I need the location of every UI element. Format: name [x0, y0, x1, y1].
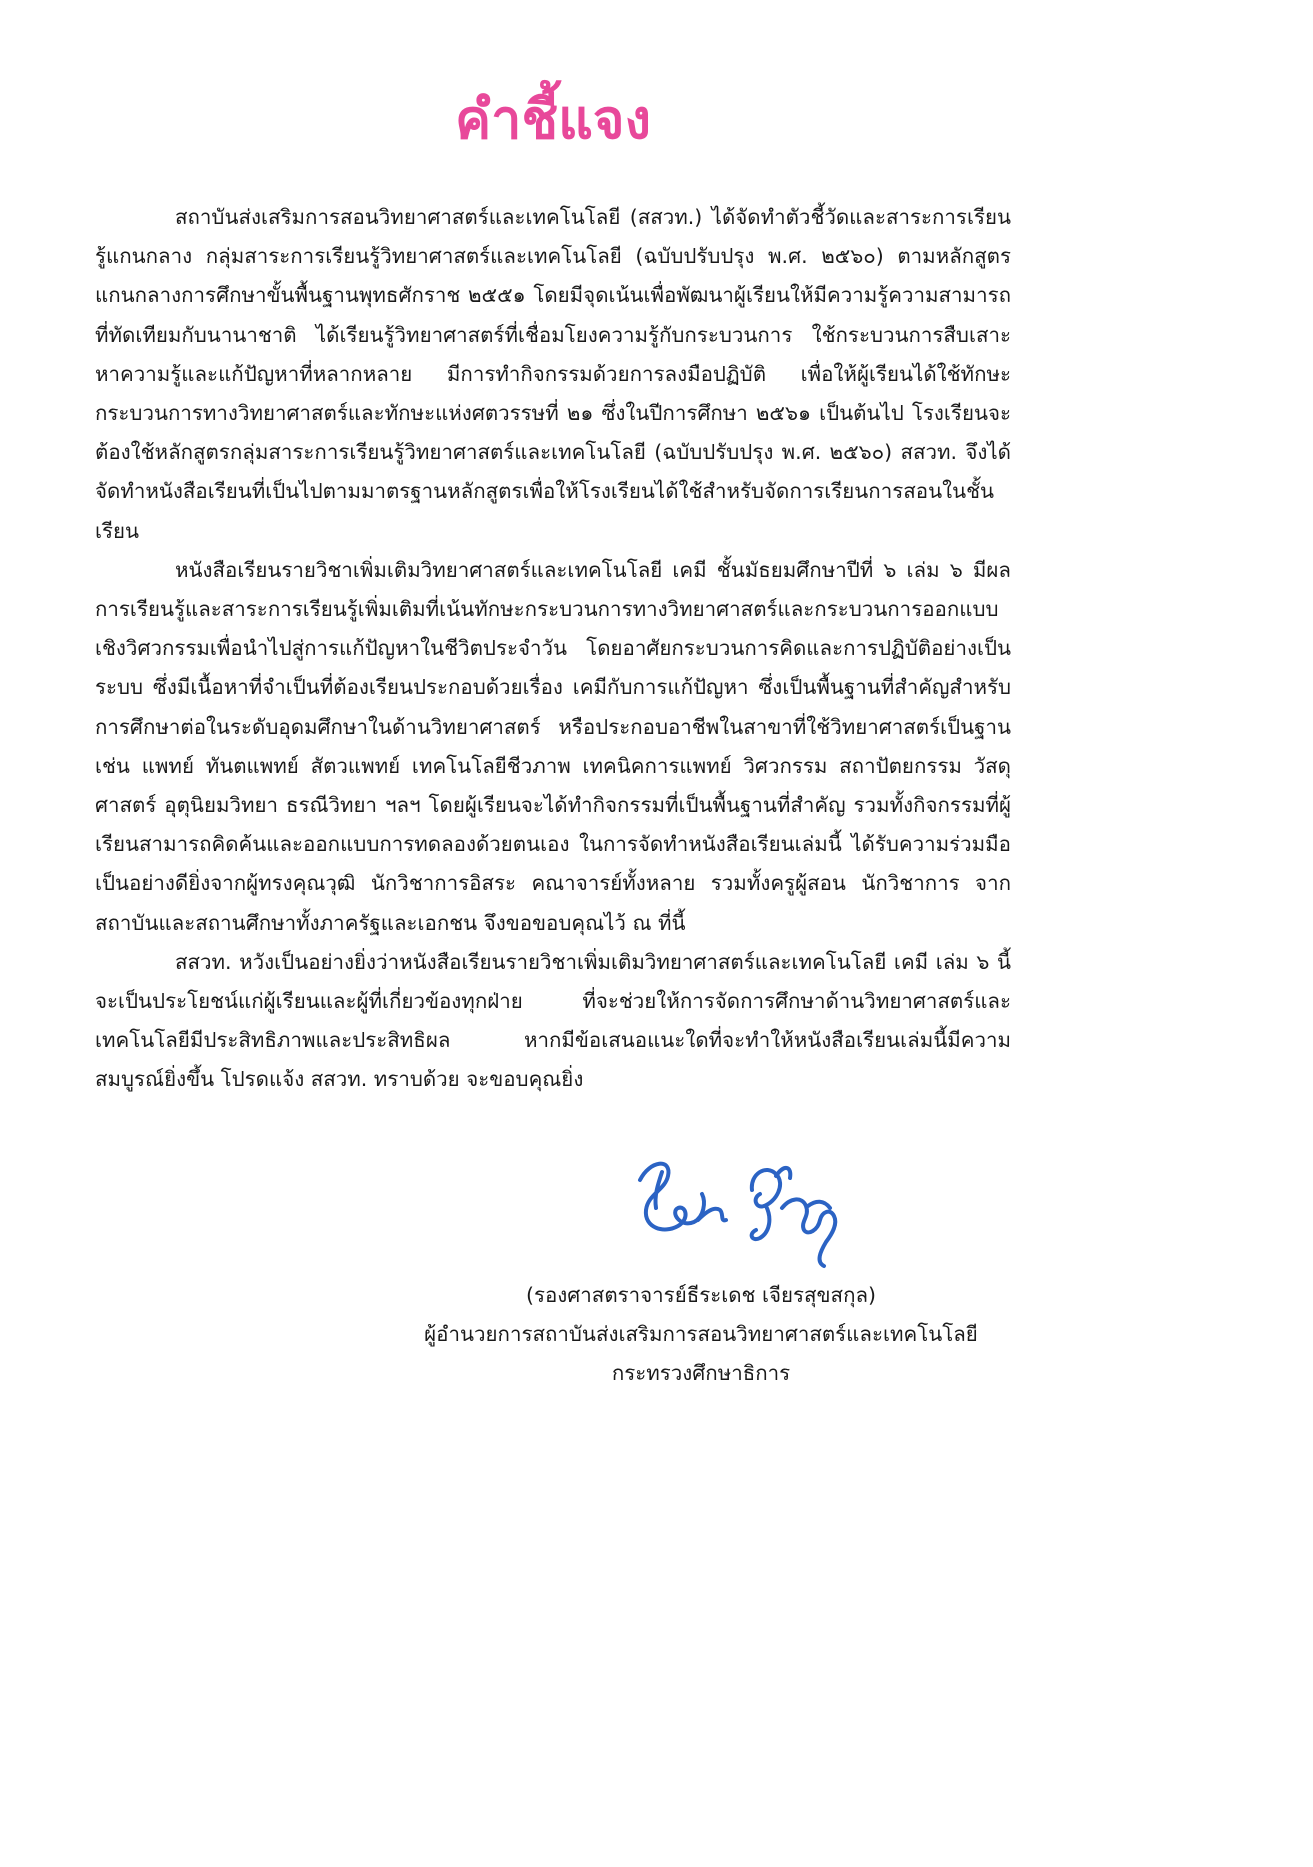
signer-block — [391, 1276, 1011, 1393]
paragraph-closing: สสวท. หวังเป็นอย่างยิ่งว่าหนังสือเรียนรายวิชาเพิ่มเติมวิทยาศาสตร์และเทคโนโลยี เคมี เล่ม ๖ นี้ จะเป็นประโยชน์แก่ผู้เรียนและผู้ที่เกี่ยวข้องทุกฝ่าย ที่จะช่วยให้การจัดการศึกษาด้านวิทยาศาสตร์และเทคโนโลยีมีประสิทธิภาพและประสิทธิผล หากมีข้อเสนอแนะใดที่จะทำให้หนังสือเรียนเล่มนี้มีความสมบูรณ์ยิ่งขึ้น โปรดแจ้ง สสวท. ทราบด้วย จะขอบคุณยิ่ง — [95, 949, 1011, 1092]
paragraph-textbook: หนังสือเรียนรายวิชาเพิ่มเติมวิทยาศาสตร์และเทคโนโลยี เคมี ชั้นมัธยมศึกษาปีที่ ๖ เล่ม ๖ มีผลการเรียนรู้และสาระการเรียนรู้เพิ่มเติมที่เน้นทักษะกระบวนการทางวิทยาศาสตร์และกระบวนการออกแบบเชิงวิศวกรรมเพื่อนำไปสู่การแก้ปัญหาในชีวิตประจำวัน โดยอาศัยกระบวนการคิดและการปฏิบัติอย่างเป็นระบบ ซึ่งมีเนื้อหาที่จำเป็นที่ต้องเรียนประกอบด้วยเรื่อง เคมีกับการแก้ปัญหา ซึ่งเป็นพื้นฐานที่สำคัญสำหรับการศึกษาต่อในระดับอุดมศึกษาในด้านวิทยาศาสตร์ หรือประกอบอาชีพในสาขาที่ใช้วิทยาศาสตร์เป็นฐาน เช่น แพทย์ ทันตแพทย์ สัตวแพทย์ เทคโนโลยีชีวภาพ เทคนิคการแพทย์ วิศวกรรม สถาปัตยกรรม วัสดุศาสตร์ อุตุนิยมวิทยา ธรณีวิทยา ฯลฯ โดยผู้เรียนจะได้ทำกิจกรรมที่เป็นพื้นฐานที่สำคัญ รวมทั้งกิจกรรมที่ผู้เรียนสามารถคิดค้นและออกแบบการทดลองด้วยตนเอง ในการจัดทำหนังสือเรียนเล่มนี้ ได้รับความร่วมมือเป็นอย่างดียิ่งจากผู้ทรงคุณวุฒิ นักวิชาการอิสระ คณาจารย์ทั้งหลาย รวมทั้งครูผู้สอน นักวิชาการ จากสถาบันและสถานศึกษาทั้งภาครัฐและเอกชน จึงขอขอบคุณไว้ ณ ที่นี้ — [95, 557, 1011, 935]
handwritten-signature — [620, 1150, 860, 1280]
signer-position: ผู้อำนวยการสถาบันส่งเสริมการสอนวิทยาศาสตร์และเทคโนโลยี — [424, 1322, 978, 1346]
document-body — [95, 198, 1011, 1100]
signer-ministry: กระทรวงศึกษาธิการ — [611, 1361, 791, 1385]
page-title: คำชี้แจง — [455, 88, 651, 151]
signer-name: (รองศาสตราจารย์ธีระเดช เจียรสุขสกุล) — [525, 1283, 877, 1307]
paragraph-intro: สถาบันส่งเสริมการสอนวิทยาศาสตร์และเทคโนโลยี (สสวท.) ได้จัดทำตัวชี้วัดและสาระการเรียนรู้แกนกลาง กลุ่มสาระการเรียนรู้วิทยาศาสตร์และเทคโนโลยี (ฉบับปรับปรุง พ.ศ. ๒๕๖๐) ตามหลักสูตรแกนกลางการศึกษาขั้นพื้นฐานพุทธศักราช ๒๕๕๑ โดยมีจุดเน้นเพื่อพัฒนาผู้เรียนให้มีความรู้ความสามารถที่ทัดเทียมกับนานาชาติ ได้เรียนรู้วิทยาศาสตร์ที่เชื่อมโยงความรู้กับกระบวนการ ใช้กระบวนการสืบเสาะหาความรู้และแก้ปัญหาที่หลากหลาย มีการทำกิจกรรมด้วยการลงมือปฏิบัติ เพื่อให้ผู้เรียนได้ใช้ทักษะกระบวนการทางวิทยาศาสตร์และทักษะแห่งศตวรรษที่ ๒๑ ซึ่งในปีการศึกษา ๒๕๖๑ เป็นต้นไป โรงเรียนจะต้องใช้หลักสูตรกลุ่มสาระการเรียนรู้วิทยาศาสตร์และเทคโนโลยี (ฉบับปรับปรุง พ.ศ. ๒๕๖๐) สสวท. จึงได้จัดทำหนังสือเรียนที่เป็นไปตามมาตรฐานหลักสูตรเพื่อให้โรงเรียนได้ใช้สำหรับจัดการเรียนการสอนในชั้นเรียน — [95, 205, 1011, 543]
